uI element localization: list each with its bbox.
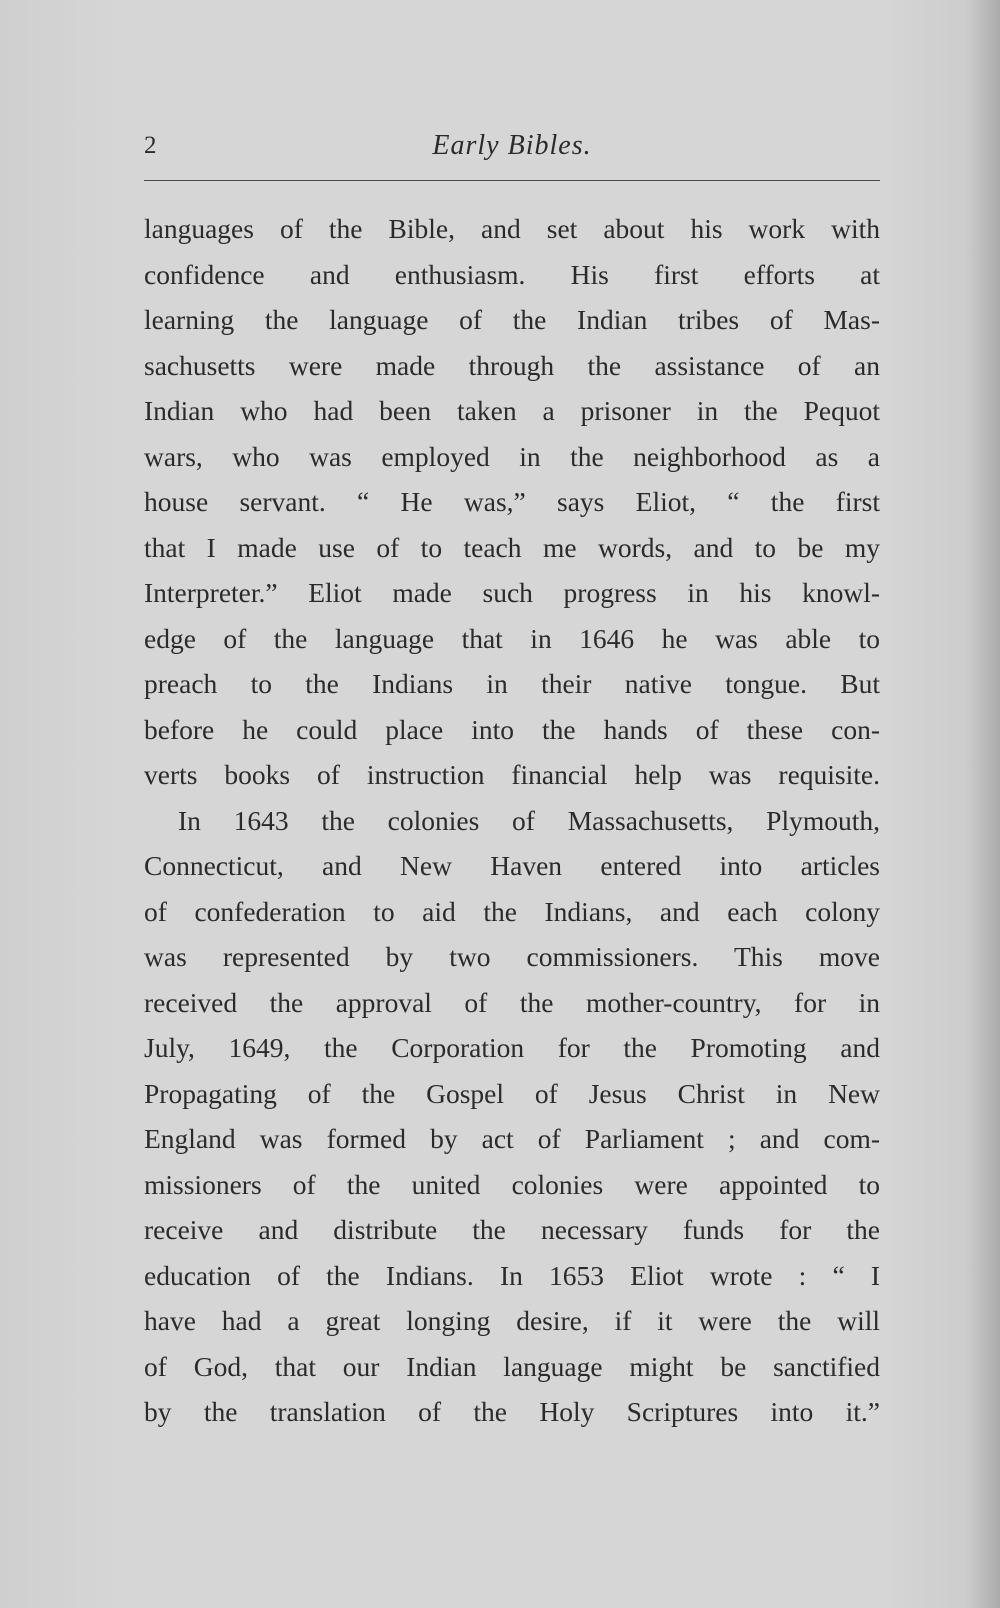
text-line: before he could place into the hands of these con-: [144, 713, 880, 745]
text-line: Connecticut, and New Haven entered into articles: [144, 850, 880, 881]
text-line: England was formed by act of Parliament ; and com-: [144, 1123, 880, 1154]
text-line: house servant. “ He was,” says Eliot, “ the first: [144, 486, 880, 517]
text-line: Indian who had been taken a prisoner in the Pequot: [144, 395, 880, 426]
text-line: receive and distribute the necessary funds for the: [144, 1214, 880, 1245]
text-line: Interpreter.” Eliot made such progress in his knowl-: [144, 577, 880, 608]
text-line: of God, that our Indian language might be sanctified: [144, 1350, 880, 1382]
text-line: education of the Indians. In 1653 Eliot wrote : “ I: [144, 1259, 880, 1291]
text-line: that I made use of to teach me words, and to be my: [144, 531, 880, 563]
text-line: was represented by two commissioners. This move: [144, 941, 880, 972]
text-line: wars, who was employed in the neighborhood as a: [144, 440, 880, 472]
running-head: [144, 126, 880, 166]
running-title: Early Bibles.: [432, 130, 592, 161]
text-line: July, 1649, the Corporation for the Promoting and: [144, 1032, 880, 1063]
header-rule: [144, 180, 880, 181]
text-line: verts books of instruction financial help was requisite.: [144, 759, 880, 790]
text-line: preach to the Indians in their native tongue. But: [144, 668, 880, 699]
text-line: received the approval of the mother-country, for in: [144, 986, 880, 1018]
text-line: confidence and enthusiasm. His first efforts at: [144, 258, 880, 290]
text-line: sachusetts were made through the assistance of an: [144, 349, 880, 381]
page-edge-shadow: [964, 0, 1000, 1608]
text-line: languages of the Bible, and set about his work with: [144, 213, 880, 244]
text-line: have had a great longing desire, if it were the will: [144, 1305, 880, 1336]
paragraph-first-line: In 1643 the colonies of Massachusetts, Plymouth,: [178, 804, 880, 836]
text-line: learning the language of the Indian tribes of Mas-: [144, 304, 880, 335]
text-line: by the translation of the Holy Scriptures into it.”: [144, 1396, 880, 1427]
body-text: [144, 206, 880, 1435]
text-line: missioners of the united colonies were appointed to: [144, 1168, 880, 1200]
text-line: edge of the language that in 1646 he was able to: [144, 622, 880, 654]
text-line: of confederation to aid the Indians, and each colony: [144, 895, 880, 927]
page-number: 2: [144, 132, 157, 159]
text-line: Propagating of the Gospel of Jesus Christ in New: [144, 1077, 880, 1109]
